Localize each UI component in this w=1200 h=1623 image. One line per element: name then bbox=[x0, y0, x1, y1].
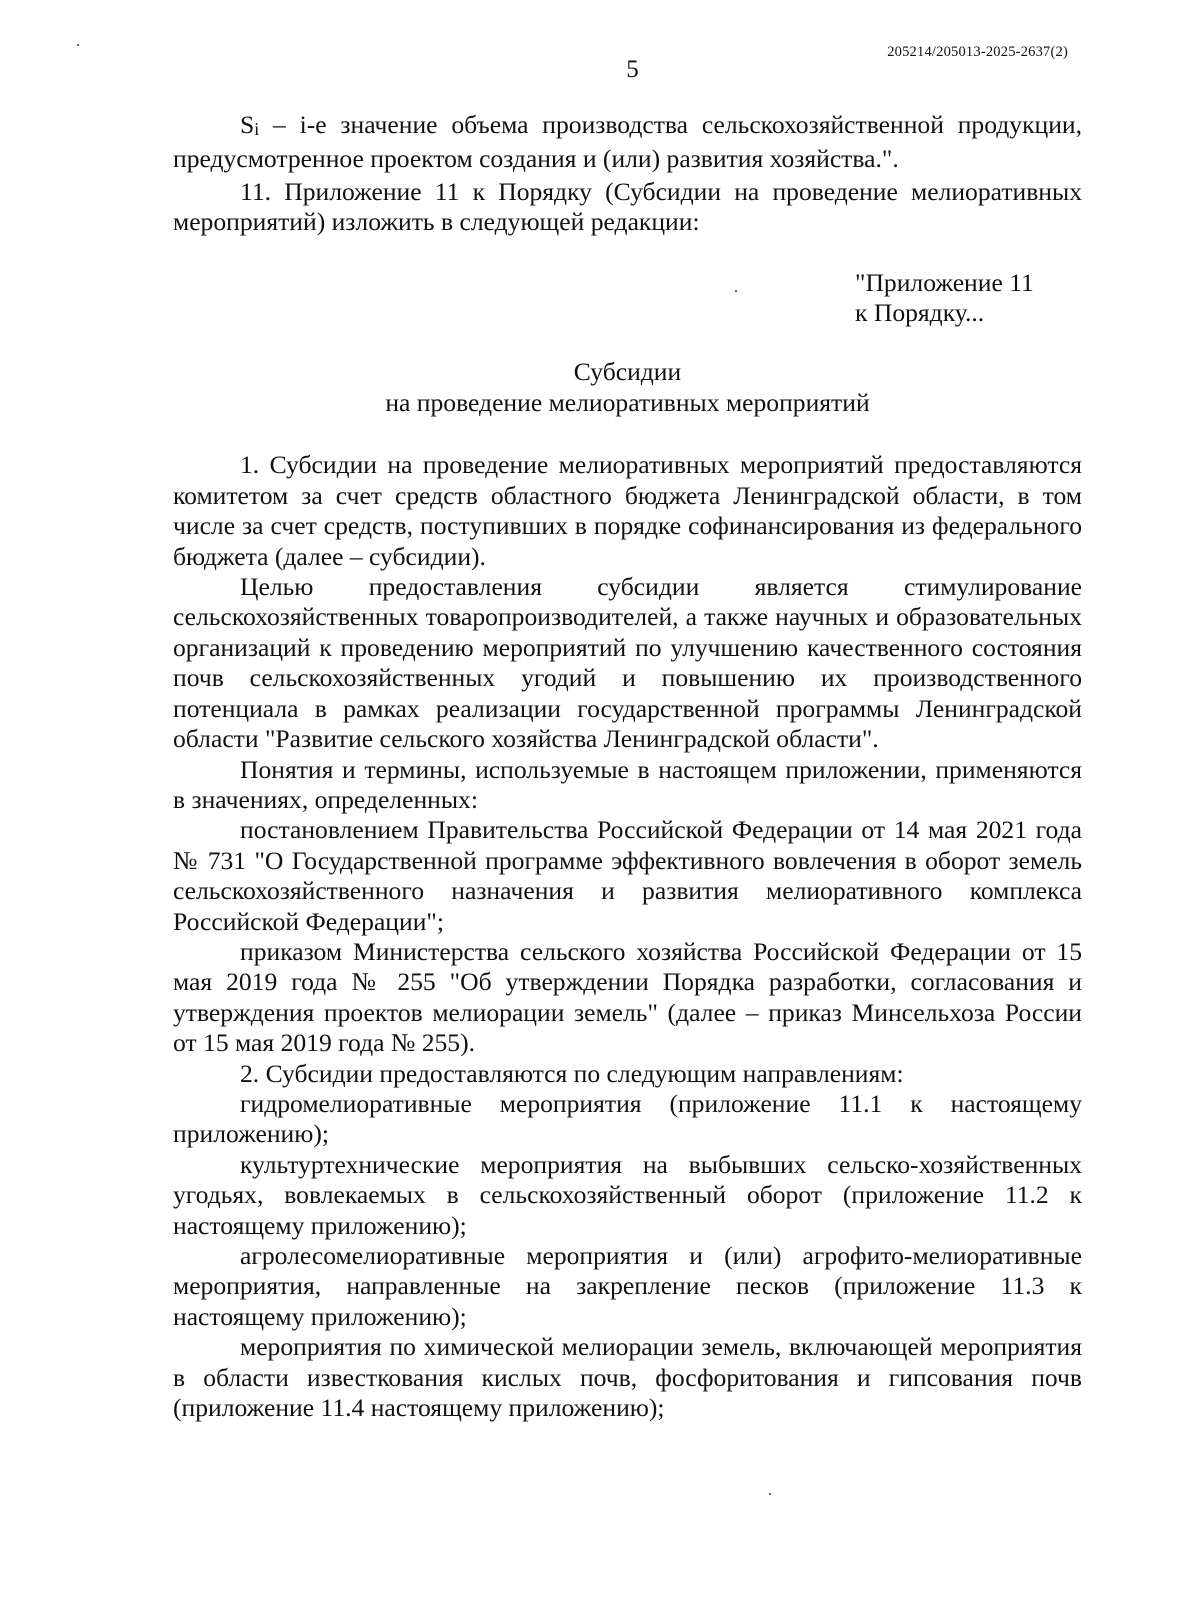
direction-chemical-reclamation: мероприятия по химической мелиорации земель, включающей мероприятия в области известкования кислых почв, фосфоритования и гипсования почв (приложение 11.4 настоящему приложению); bbox=[173, 1332, 1082, 1423]
direction-hydro-reclamation: гидромелиоративные мероприятия (приложение 11.1 к настоящему приложению); bbox=[173, 1088, 1082, 1149]
paragraph-terms: Понятия и термины, используемые в настоящем приложении, применяются в значениях, определенных: bbox=[173, 754, 1082, 814]
paragraph-ministry-order: приказом Министерства сельского хозяйства Российской Федерации от 15 мая 2019 года № 255 "Об утверждении Порядка разработки, согласования и утверждения проектов мелиорации земель" (далее – приказ Минсельхоза России от 15 мая 2019 года № 255). bbox=[173, 936, 1082, 1058]
document-registration-code: 205214/205013-2025-2637(2) bbox=[887, 44, 1068, 60]
paragraph-1-subsidy-provider: 1. Субсидии на проведение мелиоративных мероприятий предоставляются комитетом за счет средств областного бюджета Ленинградской области, в том числе за счет средств, поступивших в порядке софинансирования из федерального бюджета (далее – субсидии). bbox=[173, 450, 1082, 571]
section-heading bbox=[173, 356, 1082, 418]
si-symbol: S bbox=[240, 110, 255, 139]
direction-cultural-technical: культуртехнические мероприятия на выбывших сельско-хозяйственных угодьях, вовлекаемых в сельскохозяйственный оборот (приложение 11.2 к настоящему приложению); bbox=[173, 1149, 1082, 1240]
section-heading-line-2: на проведение мелиоративных мероприятий bbox=[385, 388, 870, 418]
scan-speck bbox=[735, 290, 737, 292]
paragraph-2-directions: 2. Субсидии предоставляются по следующим направлениям: bbox=[240, 1058, 904, 1088]
si-subscript: i bbox=[254, 119, 260, 139]
document-body bbox=[173, 110, 1082, 1423]
paragraph-purpose: Целью предоставления субсидии является стимулирование сельскохозяйственных товаропроизводителей, а также научных и образовательных организаций к проведению мероприятий по улучшению качественного состояния почв сельскохозяйственных угодий и повышению их производственного потенциала в рамках реализации государственной программы Ленинградской области "Развитие сельского хозяйства Ленинградской области". bbox=[173, 572, 1082, 754]
scan-speck bbox=[769, 1493, 771, 1495]
page-number: 5 bbox=[626, 56, 639, 83]
si-definition bbox=[173, 110, 1082, 175]
si-definition-text: – i-е значение объема производства сельскохозяйственной продукции, предусмотренное проектом создания и (или) развития хозяйства.". bbox=[173, 110, 1082, 174]
paragraph-government-decree: постановлением Правительства Российской Федерации от 14 мая 2021 года № 731 "О Государственной программе эффективного вовлечения в оборот земель сельскохозяйственного назначения и развития мелиоративного комплекса Российской Федерации"; bbox=[173, 815, 1082, 936]
amendment-item-11: 11. Приложение 11 к Порядку (Субсидии на проведение мелиоративных мероприятий) изложить в следующей редакции: bbox=[173, 176, 1082, 237]
scan-speck bbox=[77, 44, 79, 46]
appendix-reference bbox=[173, 268, 1082, 329]
appendix-reference-line-1: "Приложение 11 bbox=[855, 267, 1034, 297]
appendix-reference-line-2: к Порядку... bbox=[855, 298, 985, 328]
direction-agroforestry: агролесомелиоративные мероприятия и (или) агрофито-мелиоративные мероприятия, направленные на закрепление песков (приложение 11.3 к настоящему приложению); bbox=[173, 1241, 1082, 1331]
section-heading-line-1: Субсидии bbox=[573, 357, 682, 387]
